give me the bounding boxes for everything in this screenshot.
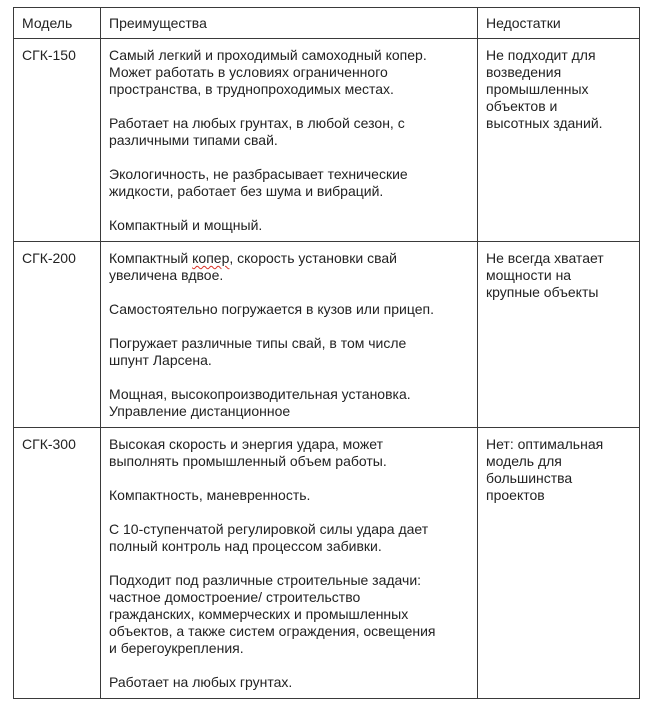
- text-line: Может работать в условиях ограниченного: [109, 64, 388, 80]
- text-line: Компактный и мощный.: [109, 217, 263, 233]
- pros-paragraph: [109, 572, 471, 657]
- text-fragment: , скорость установки свай: [229, 250, 397, 266]
- text-line: мощности на: [486, 267, 572, 283]
- text-line: высотных зданий.: [486, 115, 603, 131]
- pros-paragraph: [109, 250, 471, 284]
- text-fragment: Компактный: [109, 250, 189, 266]
- text-line: частное домостроение/ строительство: [109, 589, 361, 605]
- pros-paragraph: [109, 386, 471, 420]
- pros-paragraph: [109, 301, 471, 318]
- model-cell: СГК-300: [14, 428, 101, 699]
- text-line: различными типами свай.: [109, 132, 278, 148]
- pros-paragraph: [109, 487, 471, 504]
- text-line: полный контроль над процессом забивки.: [109, 538, 382, 554]
- table-row: [14, 39, 640, 242]
- text-line: пространства, в труднопроходимых местах.: [109, 81, 394, 97]
- text-line: шпунт Ларсена.: [109, 352, 212, 368]
- text-line: Не подходит для: [486, 47, 596, 63]
- comparison-table: [13, 7, 640, 699]
- pros-paragraph: [109, 674, 471, 691]
- text-line: Самостоятельно погружается в кузов или прицеп.: [109, 301, 434, 317]
- text-line: промышленных: [486, 81, 589, 97]
- cons-cell: [478, 242, 640, 428]
- text-line: возведения: [486, 64, 562, 80]
- text-line: Работает на любых грунтах.: [109, 674, 293, 690]
- pros-paragraph: [109, 47, 471, 98]
- text-line: Погружает различные типы свай, в том числе: [109, 335, 407, 351]
- text-line: Экологичность, не разбрасывает технические: [109, 166, 408, 182]
- table-row: [14, 428, 640, 699]
- text-line: проектов: [486, 487, 545, 503]
- text-line: выполнять промышленный объем работы.: [109, 453, 387, 469]
- text-line: и берегоукрепления.: [109, 640, 244, 656]
- pros-paragraph: [109, 335, 471, 369]
- text-line: объектов, а также систем ограждения, освещения: [109, 623, 436, 639]
- header-model: Модель: [14, 8, 101, 39]
- cons-cell: [478, 39, 640, 242]
- pros-paragraph: [109, 115, 471, 149]
- pros-cell: [101, 428, 478, 699]
- text-line: Компактность, маневренность.: [109, 487, 311, 503]
- text-line: жидкости, работает без шума и вибраций.: [109, 183, 384, 199]
- pros-paragraph: [109, 521, 471, 555]
- text-line: гражданских, коммерческих и промышленных: [109, 606, 409, 622]
- spellcheck-underlined-word: копер: [192, 250, 230, 266]
- text-line: Подходит под различные строительные задачи:: [109, 572, 422, 588]
- header-pros: Преимущества: [101, 8, 478, 39]
- text-line: [109, 250, 471, 267]
- pros-cell: [101, 39, 478, 242]
- text-line: Не всегда хватает: [486, 250, 604, 266]
- header-row: [14, 8, 640, 39]
- table-row: [14, 242, 640, 428]
- text-line: большинства: [486, 470, 573, 486]
- text-line: модель для: [486, 453, 562, 469]
- text-line: Нет: оптимальная: [486, 436, 604, 452]
- text-line: Управление дистанционное: [109, 403, 291, 419]
- model-cell: СГК-200: [14, 242, 101, 428]
- header-cons: Недостатки: [478, 8, 640, 39]
- text-line: Высокая скорость и энергия удара, может: [109, 436, 384, 452]
- text-line: увеличена вдвое.: [109, 267, 224, 283]
- text-line: Работает на любых грунтах, в любой сезон, с: [109, 115, 405, 131]
- pros-paragraph: [109, 166, 471, 200]
- text-line: объектов и: [486, 98, 558, 114]
- pros-cell: [101, 242, 478, 428]
- text-line: С 10-ступенчатой регулировкой силы удара дает: [109, 521, 429, 537]
- text-line: Мощная, высокопроизводительная установка.: [109, 386, 411, 402]
- text-line: крупные объекты: [486, 284, 599, 300]
- text-line: Самый легкий и проходимый самоходный копер.: [109, 47, 427, 63]
- model-cell: СГК-150: [14, 39, 101, 242]
- pros-paragraph: [109, 217, 471, 234]
- cons-cell: [478, 428, 640, 699]
- pros-paragraph: [109, 436, 471, 470]
